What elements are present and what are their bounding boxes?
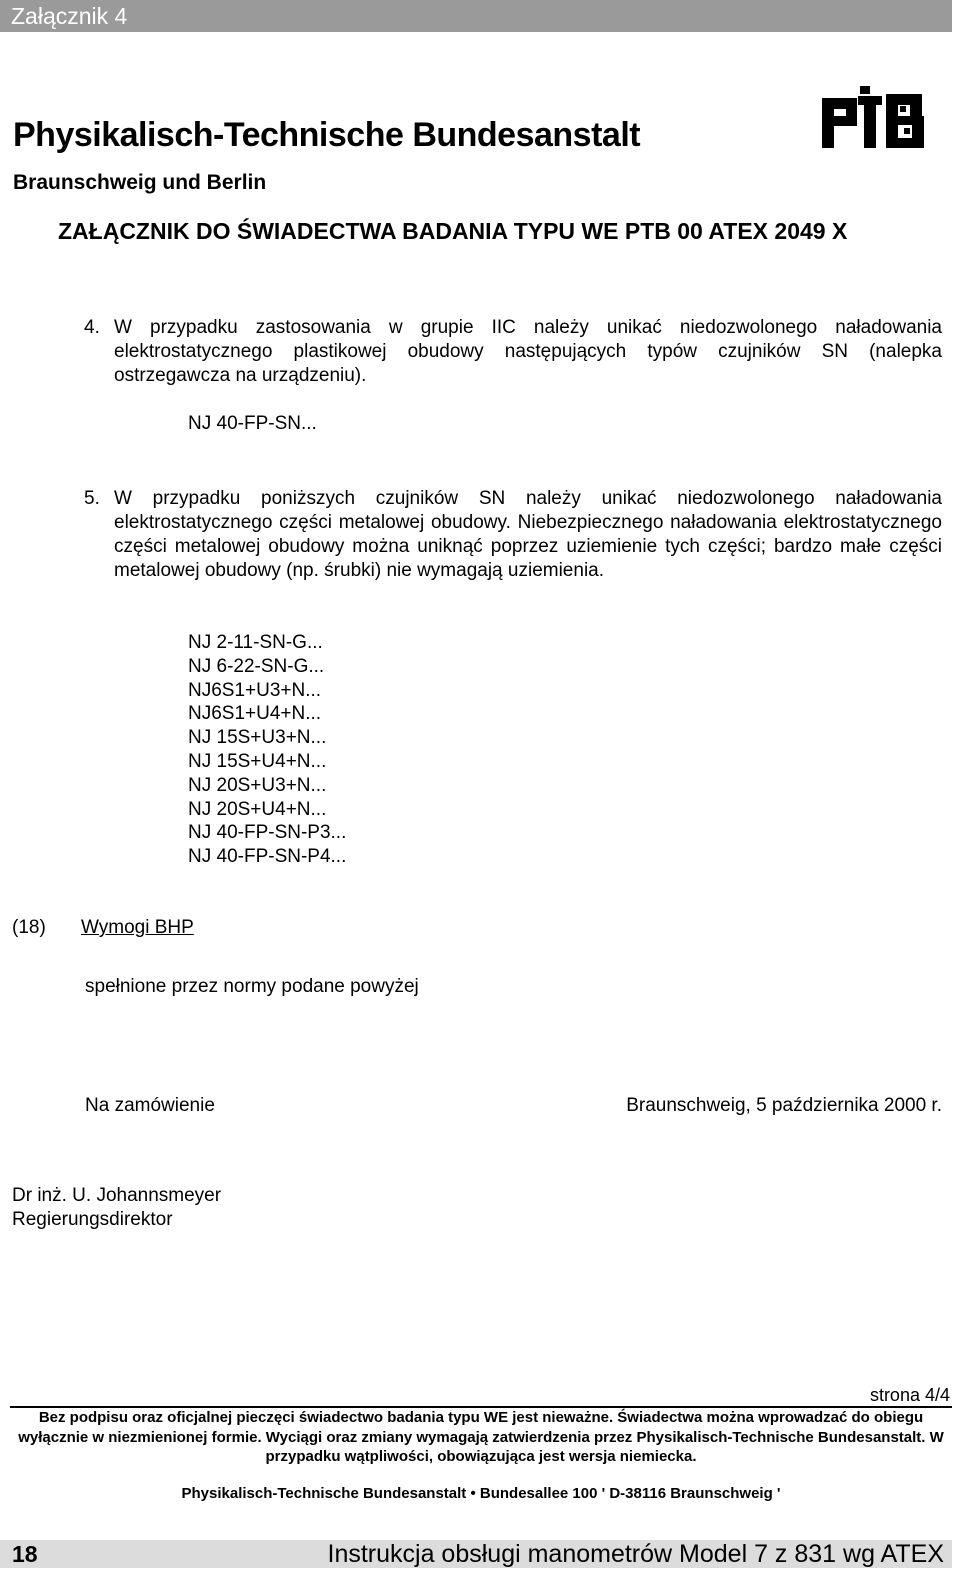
place-date: Braunschweig, 5 października 2000 r. — [626, 1095, 942, 1116]
order-note: Na zamówienie — [85, 1095, 215, 1116]
signer-position: Regierungsdirektor — [12, 1209, 173, 1230]
list-item: NJ 6-22-SN-G... — [188, 655, 325, 677]
list-item: NJ 15S+U4+N... — [188, 750, 327, 772]
list-item: NJ 2-11-SN-G... — [188, 632, 323, 653]
list-item: NJ 20S+U3+N... — [188, 774, 327, 796]
footer-address: Physikalisch-Technische Bundesanstalt • Bundesallee 100 ' D-38116 Braunschweig ' — [181, 1485, 781, 1502]
item-5-model-list — [188, 631, 346, 869]
list-item: NJ6S1+U3+N... — [188, 679, 322, 701]
item-5-text: W przypadku poniższych czujników SN należy unikać niedozwolonego naładowania elektrostatycznego części metalowej obudowy. Niebezpiecznego naładowania elektrostatycznego części metalowej obudowy można uniknąć poprzez uziemienie tych części; bardzo małe części metalowej obudowy (np. śrubki) nie wymagają uziemienia. — [114, 488, 942, 581]
organization-locations: Braunschweig und Berlin — [13, 171, 267, 194]
ptb-logo — [820, 86, 928, 152]
page-reference: strona 4/4 — [869, 1385, 950, 1405]
list-item: NJ 40-FP-SN-P3... — [188, 822, 347, 844]
item-4-number: 4. — [84, 317, 100, 338]
manual-title: Instrukcja obsługi manometrów Model 7 z 831 wg ATEX — [327, 1540, 944, 1568]
section-18-number: (18) — [12, 917, 46, 938]
item-5-number: 5. — [84, 488, 100, 509]
attachment-label: Załącznik 4 — [11, 3, 128, 29]
list-item: NJ 15S+U3+N... — [188, 727, 327, 749]
item-4-text: W przypadku zastosowania w grupie IIC należy unikać niedozwolonego naładowania elektrostatycznego plastikowej obudowy następujących typów czujników SN (nalepka ostrzegawcza na urządzeniu). — [114, 317, 942, 386]
annex-title: ZAŁĄCZNIK DO ŚWIADECTWA BADANIA TYPU WE PTB 00 ATEX 2049 X — [58, 218, 848, 244]
manual-page-number: 18 — [12, 1541, 38, 1567]
footer-legal-note: Bez podpisu oraz oficjalnej pieczęci świadectwo badania typu WE jest nieważne. Świadectwa można wprowadzać do obiegu wyłącznie w niezmienionej formie. Wyciągi oraz zmiany wymagają zatwierdzenia przez Physikalisch-Technische Bundesanstalt. W przypadku wątpliwości, obowiązująca jest wersja niemiecka. — [18, 1409, 944, 1465]
signer-block — [12, 1184, 221, 1232]
list-item: NJ 20S+U4+N... — [188, 798, 327, 820]
section-18-title: Wymogi BHP — [81, 917, 194, 938]
organization-name: Physikalisch-Technische Bundesanstalt — [13, 116, 641, 154]
section-18-body: spełnione przez normy podane powyżej — [85, 976, 419, 997]
signer-name: Dr inż. U. Johannsmeyer — [12, 1185, 222, 1206]
list-item: NJ6S1+U4+N... — [188, 703, 322, 725]
item-4-model: NJ 40-FP-SN... — [188, 413, 317, 434]
list-item: NJ 40-FP-SN-P4... — [188, 846, 347, 868]
top-header-bar — [0, 0, 952, 32]
